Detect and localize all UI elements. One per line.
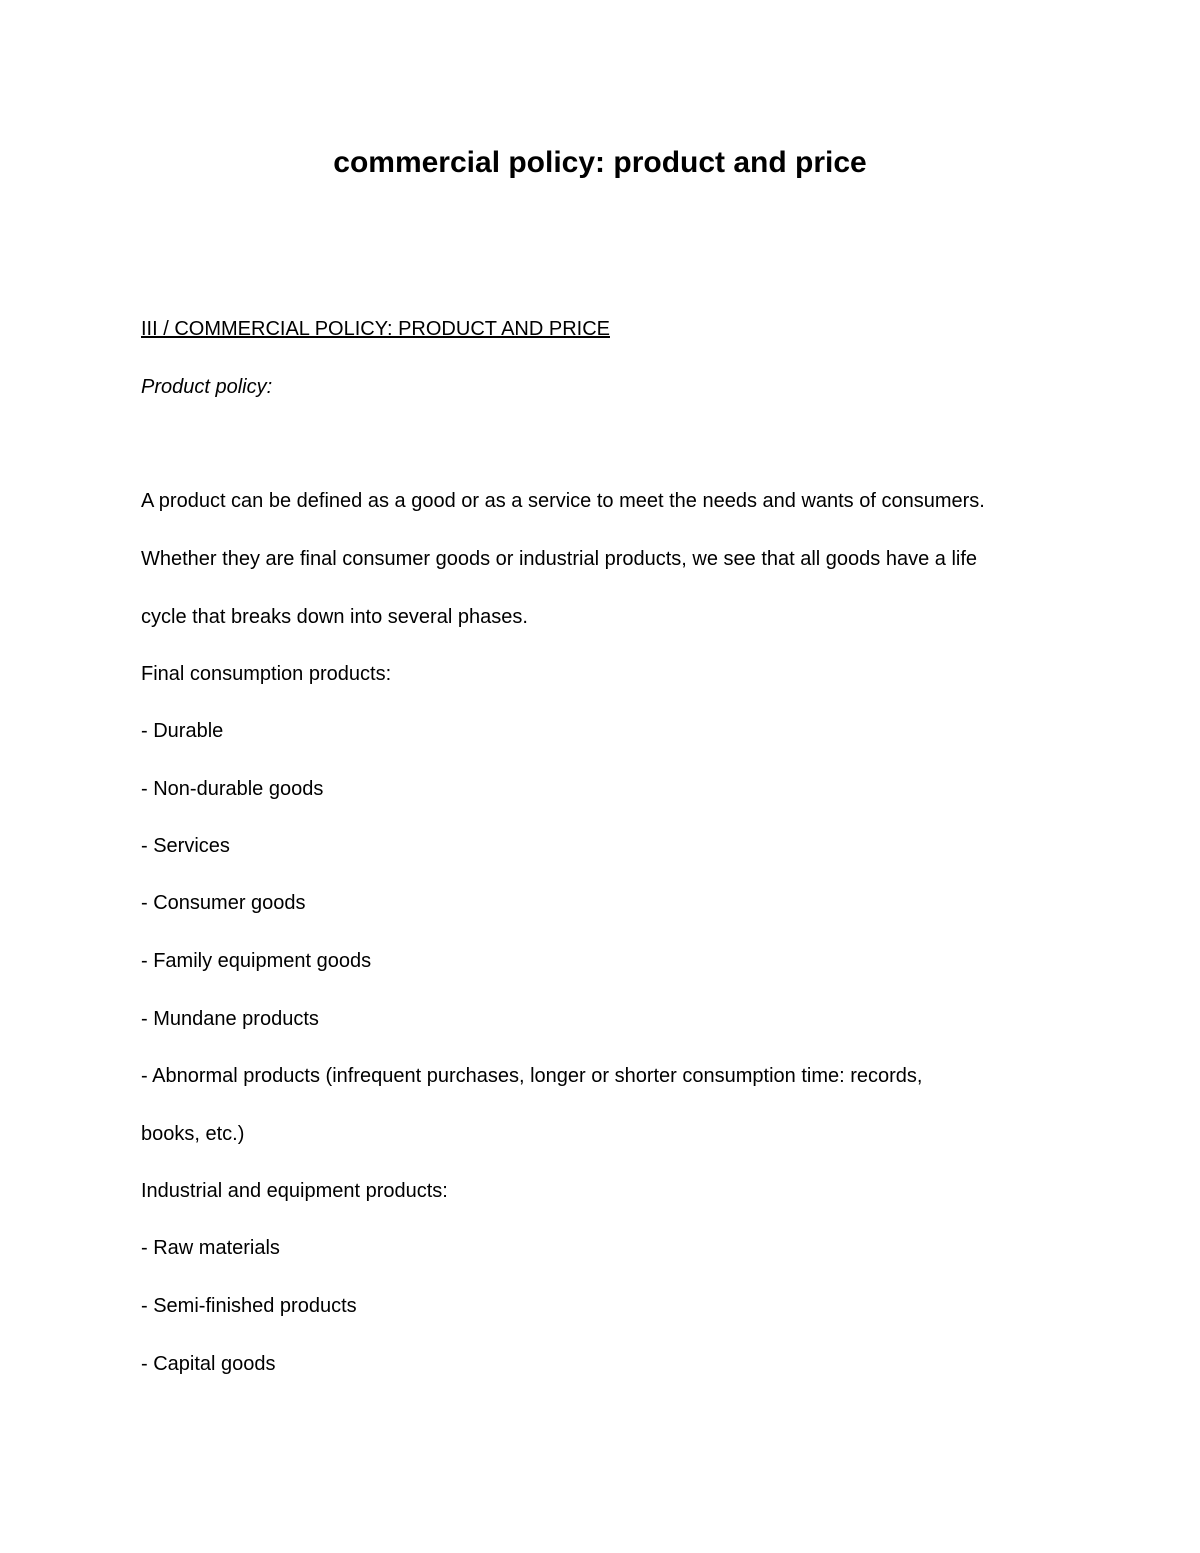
list-item: - Services	[141, 835, 230, 857]
paragraph-line: cycle that breaks down into several phases.	[141, 606, 528, 628]
list-item: - Consumer goods	[141, 892, 306, 914]
paragraph-line: A product can be defined as a good or as a service to meet the needs and wants of consumers.	[141, 490, 985, 512]
document-title: commercial policy: product and price	[333, 146, 867, 179]
industrial-heading: Industrial and equipment products:	[141, 1180, 448, 1202]
list-item: - Raw materials	[141, 1237, 280, 1259]
list-item: - Durable	[141, 720, 224, 742]
list-item: - Abnormal products (infrequent purchases, longer or shorter consumption time: records,	[141, 1065, 923, 1087]
list-item: - Family equipment goods	[141, 950, 372, 972]
list-item-continuation: books, etc.)	[141, 1123, 245, 1145]
list-item: - Non-durable goods	[141, 778, 324, 800]
subheading-product-policy: Product policy:	[141, 376, 273, 398]
final-consumption-heading: Final consumption products:	[141, 663, 392, 685]
section-heading: III / COMMERCIAL POLICY: PRODUCT AND PRICE	[141, 318, 610, 340]
paragraph-line: Whether they are final consumer goods or industrial products, we see that all goods have a life	[141, 548, 978, 570]
list-item: - Capital goods	[141, 1353, 276, 1375]
list-item: - Mundane products	[141, 1008, 319, 1030]
list-item: - Semi-finished products	[141, 1295, 357, 1317]
